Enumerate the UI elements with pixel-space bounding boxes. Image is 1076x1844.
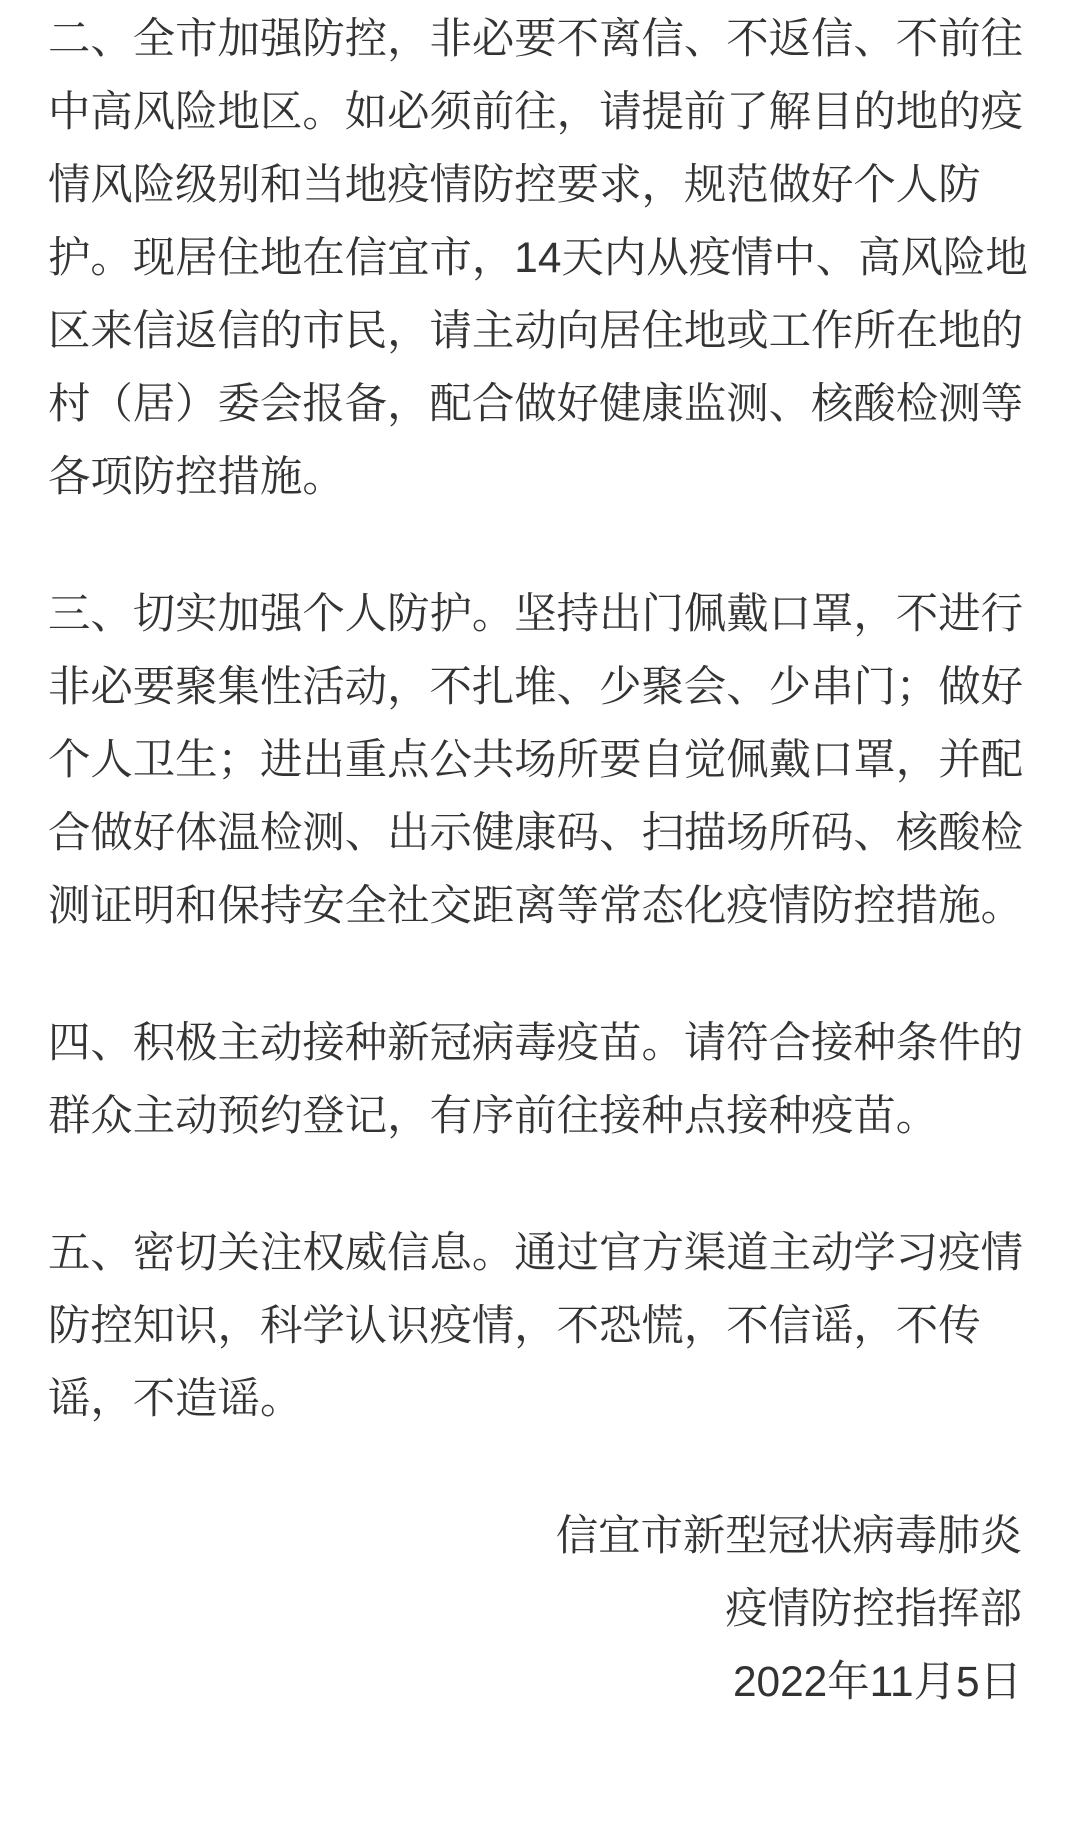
signature-date: 2022年11月5日: [732, 1658, 1022, 1705]
notice-paragraph-item-3: 三、切实加强个人防护。坚持出门佩戴口罩，不进行非必要聚集性活动，不扎堆、少聚会、少串门；做好个人卫生；进出重点公共场所要自觉佩戴口罩，并配合做好体温检测、出示健康码、扫描场所码、核酸检测证明和保持安全社交距离等常态化疫情防控措施。: [48, 590, 1023, 929]
notice-paragraph-item-4: 四、积极主动接种新冠病毒疫苗。请符合接种条件的群众主动预约登记，有序前往接种点接种疫苗。: [48, 1019, 1023, 1139]
signature-block: [48, 1499, 1032, 1718]
notice-paragraph-item-5: 五、密切关注权威信息。通过官方渠道主动学习疫情防控知识，科学认识疫情，不恐慌，不信谣，不传谣，不造谣。: [48, 1229, 1023, 1422]
signature-org-name-line-1: 信宜市新型冠状病毒肺炎: [555, 1512, 1022, 1559]
notice-paragraph-item-2: 二、全市加强防控，非必要不离信、不返信、不前往中高风险地区。如必须前往，请提前了解目的地的疫情风险级别和当地疫情防控要求，规范做好个人防护。现居住地在信宜市，14天内从疫情中、高风险地区来信返信的市民，请主动向居住地或工作所在地的村（居）委会报备，配合做好健康监测、核酸检测等各项防控措施。: [48, 15, 1028, 500]
signature-org-name-line-2: 疫情防控指挥部: [725, 1585, 1022, 1632]
